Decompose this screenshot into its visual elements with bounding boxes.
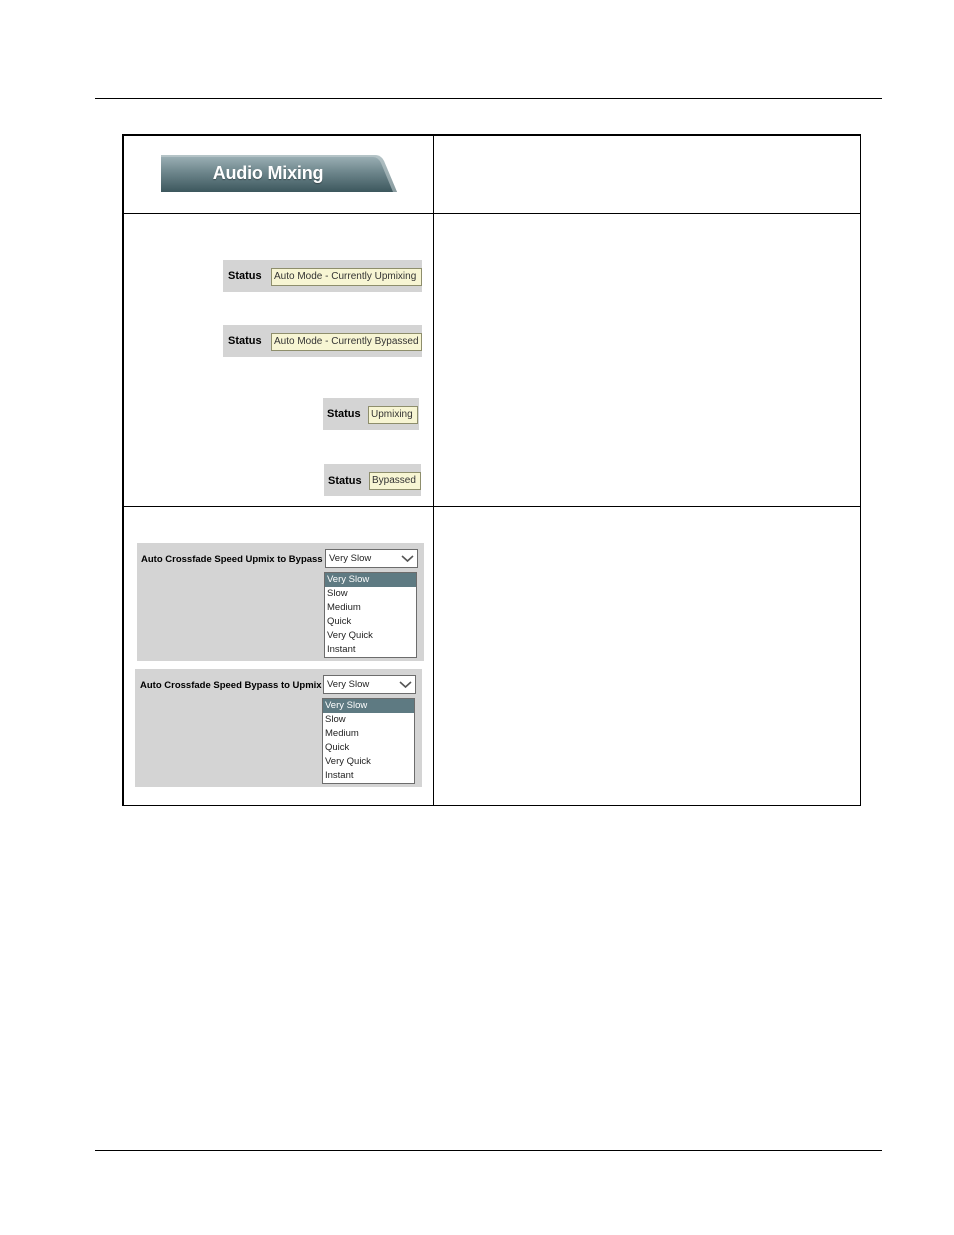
option-very-quick[interactable]: Very Quick [327, 630, 373, 641]
status-field: Auto Mode - Currently Bypassed [271, 333, 422, 351]
option-quick[interactable]: Quick [327, 616, 352, 627]
status-panel-upmixing [323, 398, 419, 430]
audio-mixing-tab[interactable] [161, 155, 397, 192]
option-quick[interactable]: Quick [325, 742, 350, 753]
select-value: Very Slow [327, 679, 370, 690]
status-label: Status [228, 270, 262, 282]
crossfade-panel-upmix-to-bypass [137, 543, 424, 661]
status-field: Auto Mode - Currently Upmixing [271, 268, 422, 286]
column-divider [433, 136, 434, 805]
crossfade-select[interactable] [325, 549, 418, 568]
status-panel-auto-bypassed [223, 325, 422, 357]
tab-label: Audio Mixing [212, 163, 324, 183]
footer-rule [95, 1150, 882, 1151]
status-field: Bypassed [369, 472, 421, 490]
row-divider [124, 213, 860, 214]
crossfade-select[interactable] [323, 675, 416, 694]
crossfade-option-list [324, 572, 417, 658]
option-medium[interactable]: Medium [325, 728, 359, 739]
crossfade-panel-bypass-to-upmix [135, 669, 422, 787]
option-slow[interactable]: Slow [325, 714, 346, 725]
option-instant[interactable]: Instant [327, 644, 356, 655]
crossfade-label: Auto Crossfade Speed Upmix to Bypass [141, 554, 323, 565]
option-very-quick[interactable]: Very Quick [325, 756, 371, 767]
crossfade-option-list [322, 698, 415, 784]
select-value: Very Slow [329, 553, 372, 564]
option-very-slow[interactable]: Very Slow [323, 699, 414, 713]
status-label: Status [327, 408, 361, 420]
status-label: Status [328, 475, 362, 487]
option-medium[interactable]: Medium [327, 602, 361, 613]
status-panel-auto-upmixing [223, 260, 422, 292]
chevron-down-icon[interactable] [397, 677, 414, 692]
chevron-down-icon[interactable] [399, 551, 416, 566]
status-label: Status [228, 335, 262, 347]
option-very-slow[interactable]: Very Slow [325, 573, 416, 587]
crossfade-label: Auto Crossfade Speed Bypass to Upmix [140, 680, 322, 691]
option-instant[interactable]: Instant [325, 770, 354, 781]
row-divider [124, 506, 860, 507]
status-panel-bypassed [324, 464, 421, 496]
header-rule [95, 98, 882, 99]
option-slow[interactable]: Slow [327, 588, 348, 599]
control-table [122, 134, 861, 806]
status-field: Upmixing [368, 406, 418, 424]
